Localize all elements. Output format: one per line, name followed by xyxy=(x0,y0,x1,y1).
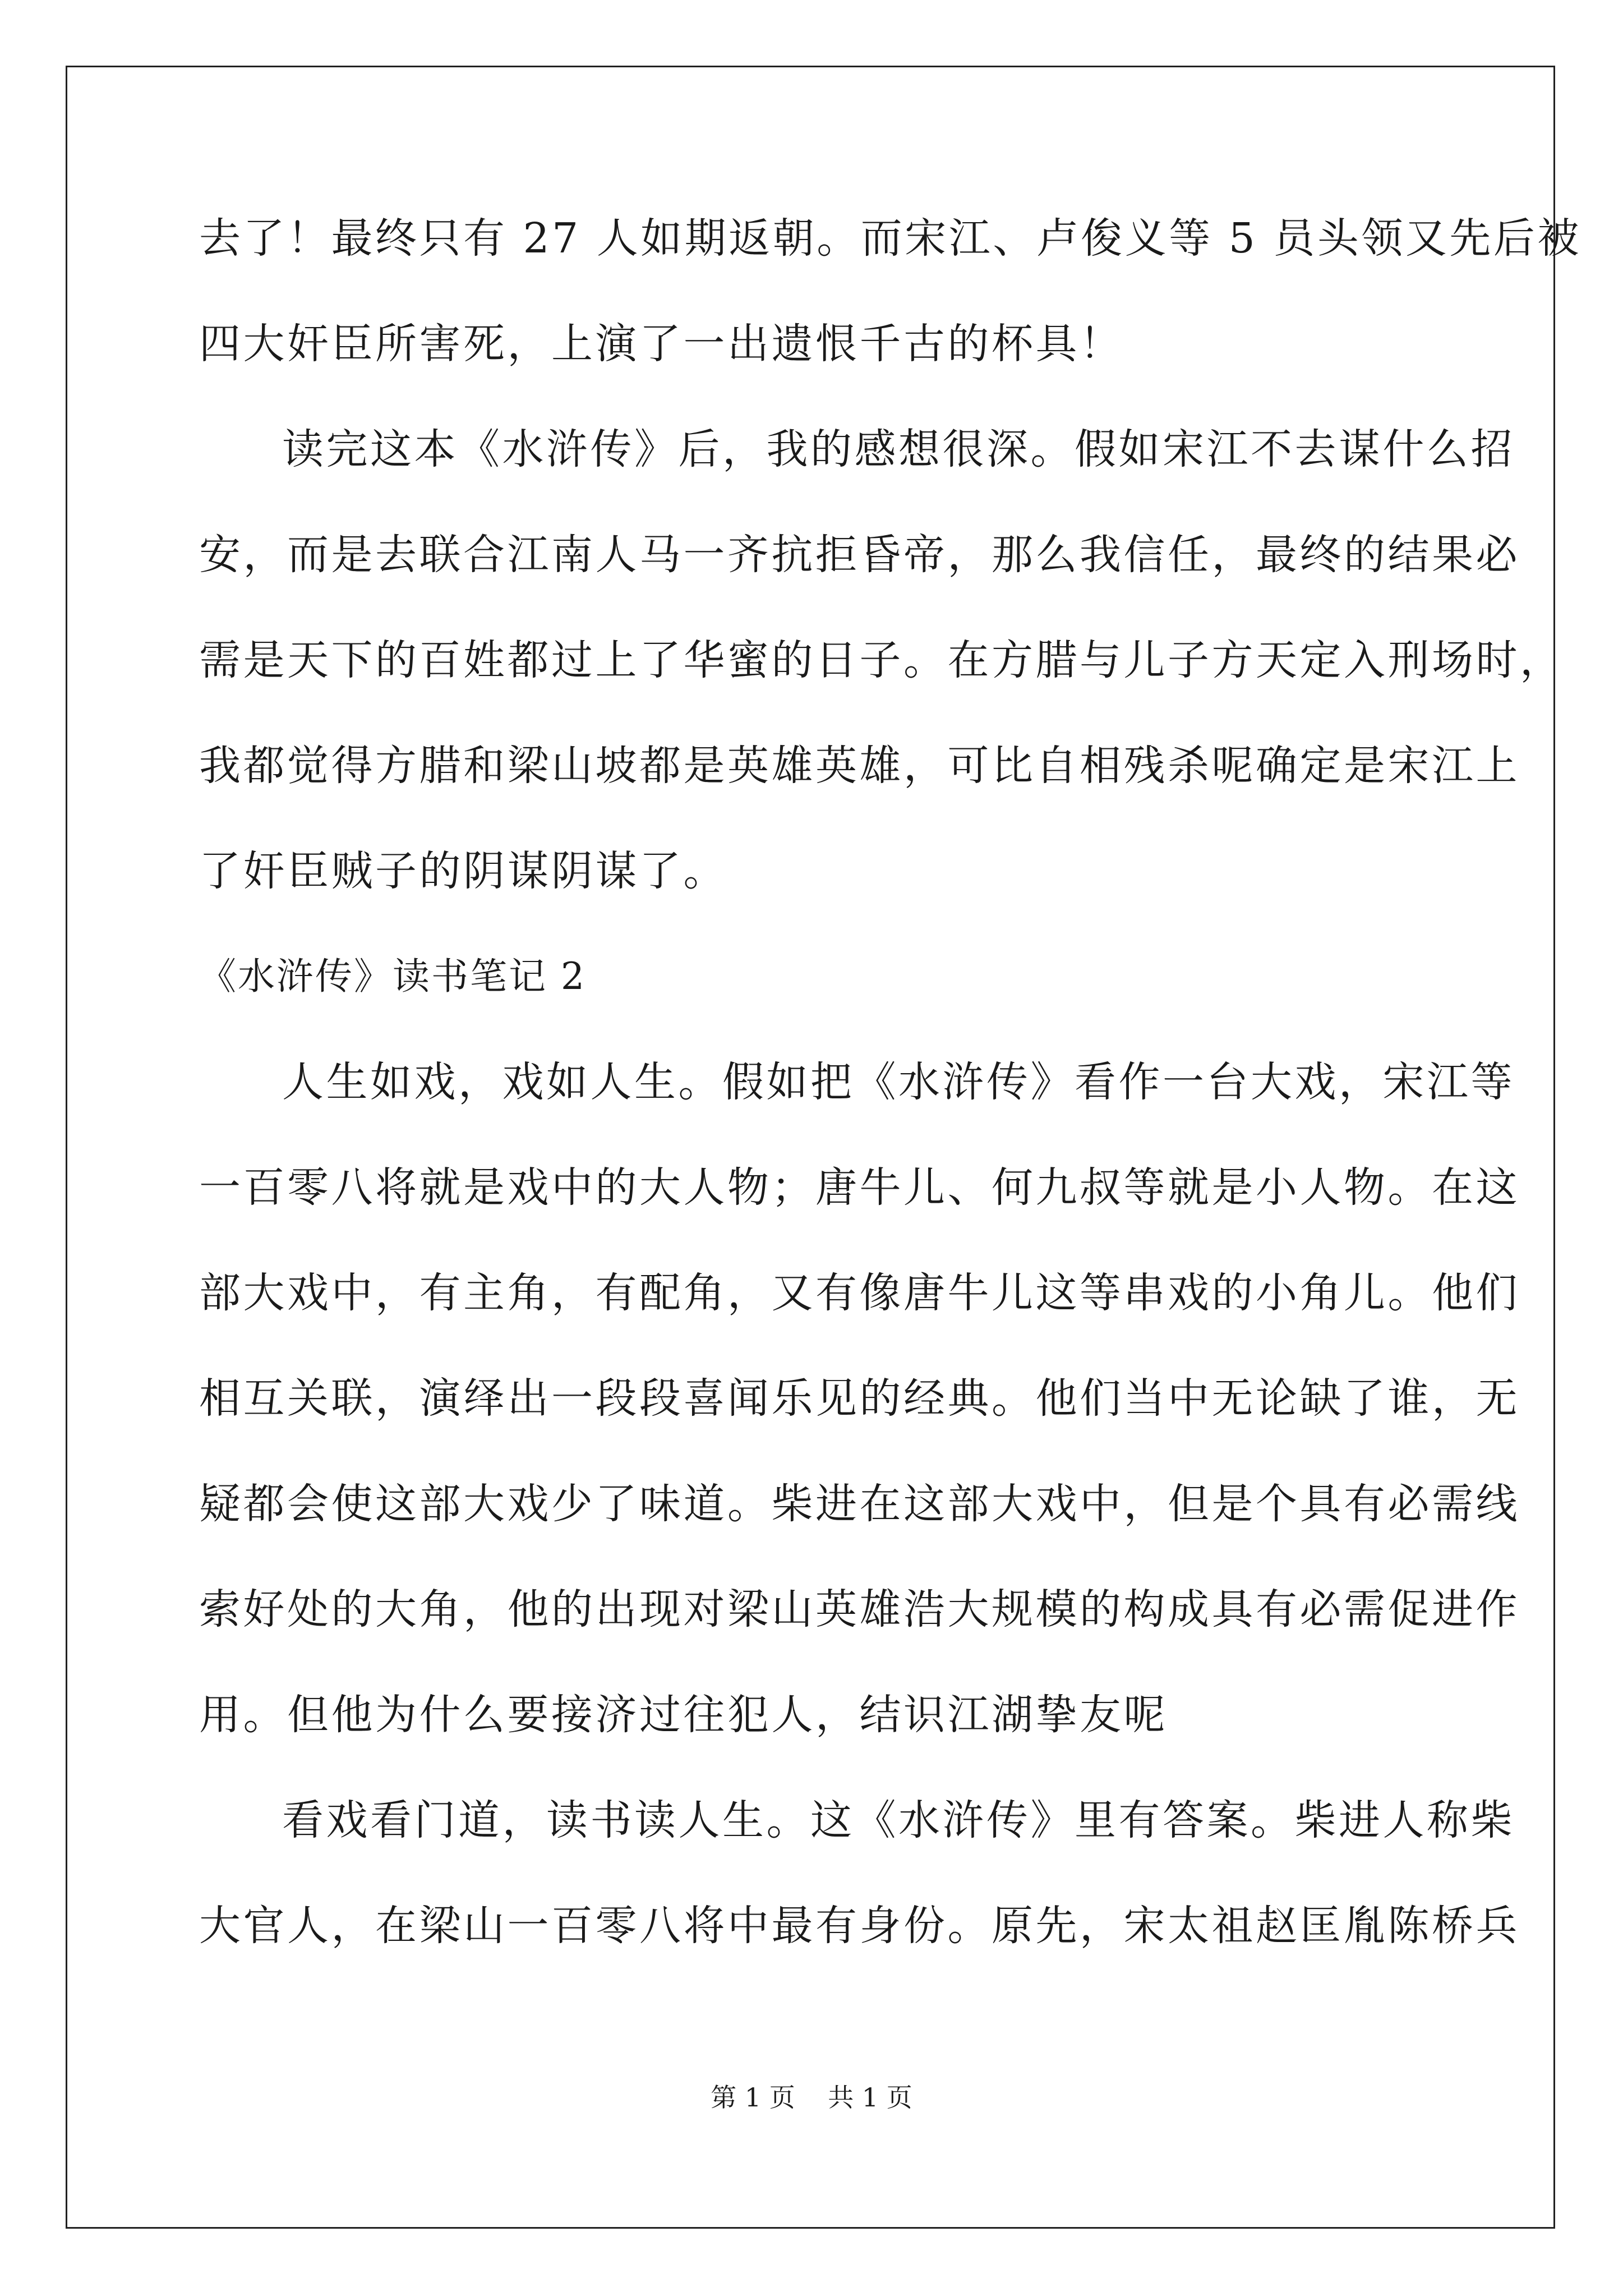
text-line: 大官人，在梁山一百零八将中最有身份。原先，宋太祖赵匡胤陈桥兵 xyxy=(199,1902,1520,1950)
text-line: 安，而是去联合江南人马一齐抗拒昏帝，那么我信任，最终的结果必 xyxy=(199,531,1520,579)
paragraph-start-line: 看戏看门道，读书读人生。这《水浒传》里有答案。柴进人称柴 xyxy=(282,1796,1515,1844)
text-line: 我都觉得方腊和梁山坡都是英雄英雄，可比自相残杀呢确定是宋江上 xyxy=(199,742,1520,790)
text-line: 四大奸臣所害死，上演了一出遗恨千古的杯具！ xyxy=(199,320,1124,368)
text-line: 用。但他为什么要接济过往犯人，结识江湖挚友呢 xyxy=(199,1691,1168,1739)
text-line: 一百零八将就是戏中的大人物；唐牛儿、何九叔等就是小人物。在这 xyxy=(199,1163,1520,1212)
paragraph-start-line: 读完这本《水浒传》后，我的感想很深。假如宋江不去谋什么招 xyxy=(282,425,1515,473)
text-line: 疑都会使这部大戏少了味道。柴进在这部大戏中，但是个具有必需线 xyxy=(199,1480,1520,1528)
paragraph-start-line: 人生如戏，戏如人生。假如把《水浒传》看作一台大戏，宋江等 xyxy=(282,1058,1515,1106)
page-number-footer: 第 1 页 共 1 页 xyxy=(711,2082,912,2113)
section-heading: 《水浒传》读书笔记 2 xyxy=(199,955,586,998)
text-line: 需是天下的百姓都过上了华蜜的日子。在方腊与儿子方天定入刑场时， xyxy=(199,636,1564,684)
text-line: 了奸臣贼子的阴谋阴谋了。 xyxy=(199,847,727,895)
text-line: 去了！最终只有 27 人如期返朝。而宋江、卢俊义等 5 员头领又先后被 xyxy=(199,214,1581,263)
text-line: 相互关联，演绎出一段段喜闻乐见的经典。他们当中无论缺了谁，无 xyxy=(199,1374,1520,1423)
text-line: 索好处的大角，他的出现对梁山英雄浩大规模的构成具有必需促进作 xyxy=(199,1585,1520,1634)
text-line: 部大戏中，有主角，有配角，又有像唐牛儿这等串戏的小角儿。他们 xyxy=(199,1269,1520,1317)
